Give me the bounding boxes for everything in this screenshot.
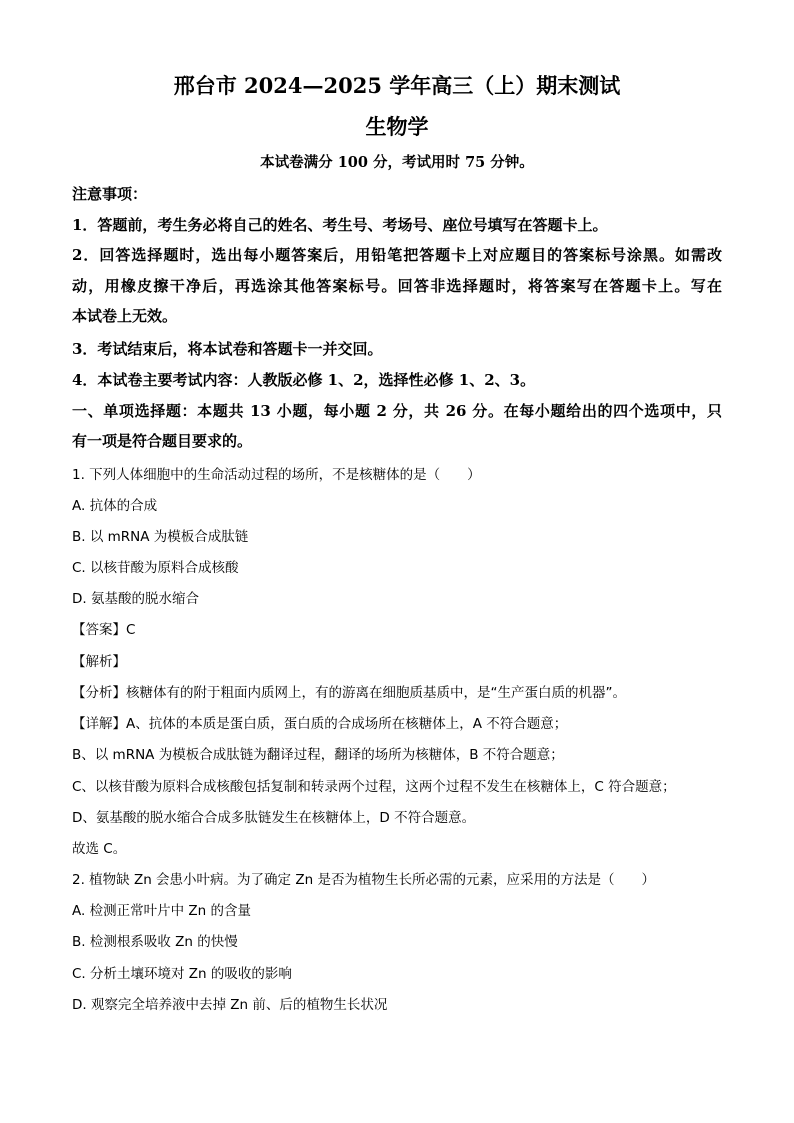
q1-detail-d: D、氨基酸的脱水缩合合成多肽链发生在核糖体上，D 不符合题意。 <box>72 810 476 826</box>
q1-answer: 【答案】C <box>72 622 136 638</box>
page-title: 邢台市 2024—2025 学年高三（上）期末测试 <box>173 73 621 98</box>
notes-item-4: 4．本试卷主要考试内容：人教版必修 1、2，选择性必修 1、2、3。 <box>72 371 536 389</box>
q1-stem: 1. 下列人体细胞中的生命活动过程的场所，不是核糖体的是（ ） <box>72 467 481 483</box>
q1-option-a: A. 抗体的合成 <box>72 498 158 514</box>
exam-info: 本试卷满分 100 分，考试用时 75 分钟。 <box>260 154 534 171</box>
q2-stem: 2. 植物缺 Zn 会患小叶病。为了确定 Zn 是否为植物生长所必需的元素，应采用的方法是（ ） <box>72 872 655 888</box>
section-heading-line-1: 一、单项选择题：本题共 13 小题，每小题 2 分，共 26 分。在每小题给出的四个选项中，只 <box>72 402 722 420</box>
q1-conclusion: 故选 C。 <box>72 841 127 857</box>
q1-option-c: C. 以核苷酸为原料合成核酸 <box>72 560 239 576</box>
q1-analysis: 【分析】核糖体有的附于粗面内质网上，有的游离在细胞质基质中，是“生产蛋白质的机器”。 <box>72 685 626 701</box>
q2-option-b: B. 检测根系吸收 Zn 的快慢 <box>72 934 238 950</box>
notes-item-1: 1．答题前，考生务必将自己的姓名、考生号、考场号、座位号填写在答题卡上。 <box>72 216 608 234</box>
notes-item-3: 3．考试结束后，将本试卷和答题卡一并交回。 <box>72 340 383 358</box>
q1-option-d: D. 氨基酸的脱水缩合 <box>72 591 199 607</box>
notes-item-2-line-1: 2．回答选择题时，选出每小题答案后，用铅笔把答题卡上对应题目的答案标号涂黑。如需改 <box>72 246 722 264</box>
q1-detail-c: C、以核苷酸为原料合成核酸包括复制和转录两个过程，这两个过程不发生在核糖体上，C 符合题意； <box>72 779 676 795</box>
q1-analysis-label: 【解析】 <box>72 654 126 670</box>
notes-item-2-line-3: 本试卷上无效。 <box>72 307 178 325</box>
notes-item-2-line-2: 动，用橡皮擦干净后，再选涂其他答案标号。回答非选择题时，将答案写在答题卡上。写在 <box>72 277 722 295</box>
notes-heading: 注意事项： <box>72 185 148 203</box>
q2-option-a: A. 检测正常叶片中 Zn 的含量 <box>72 903 251 919</box>
q1-detail-b: B、以 mRNA 为模板合成肽链为翻译过程，翻译的场所为核糖体，B 不符合题意； <box>72 747 564 763</box>
q1-option-b: B. 以 mRNA 为模板合成肽链 <box>72 529 249 545</box>
q1-detail-a: 【详解】A、抗体的本质是蛋白质，蛋白质的合成场所在核糖体上，A 不符合题意； <box>72 716 568 732</box>
section-heading-line-2: 有一项是符合题目要求的。 <box>72 432 253 450</box>
q2-option-d: D. 观察完全培养液中去掉 Zn 前、后的植物生长状况 <box>72 997 388 1013</box>
q2-option-c: C. 分析土壤环境对 Zn 的吸收的影响 <box>72 966 292 982</box>
subject-title: 生物学 <box>365 114 429 139</box>
